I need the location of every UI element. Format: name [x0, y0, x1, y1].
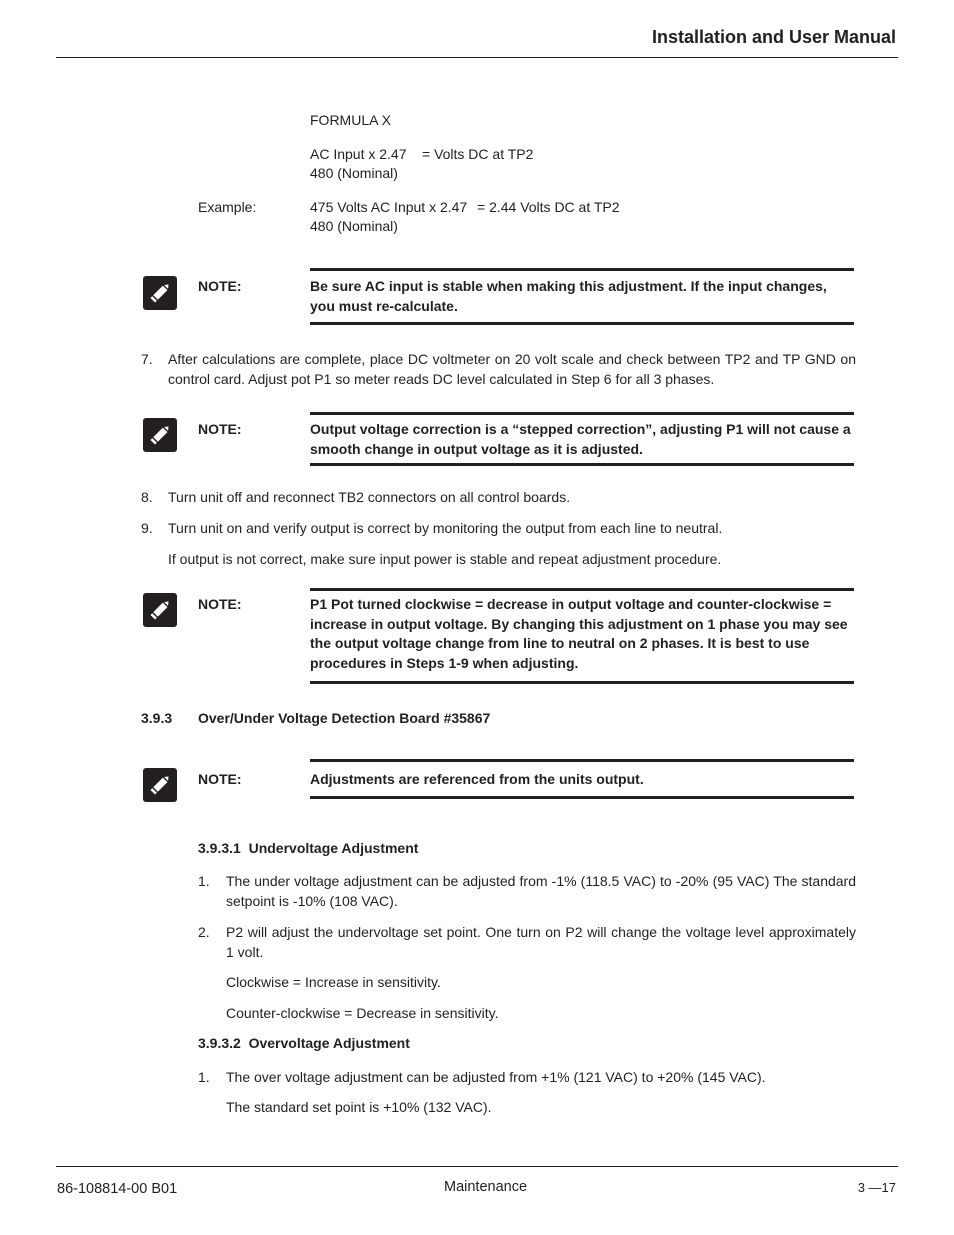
footer-section-name: Maintenance	[444, 1179, 528, 1195]
example-numerator: 475 Volts AC Input x 2.47	[310, 199, 468, 215]
note-bottom-rule	[310, 681, 854, 684]
step-number: 7.	[141, 351, 153, 367]
header-rule	[56, 57, 898, 58]
note-pencil-icon	[143, 418, 177, 452]
note-text: Be sure AC input is stable when making this adjustment. If the input changes, you must re-calculate.	[310, 278, 827, 314]
footer-rule	[56, 1166, 898, 1167]
note-top-rule	[310, 588, 854, 591]
note-pencil-icon	[143, 276, 177, 310]
formula-result: = Volts DC at TP2	[422, 146, 534, 162]
formula-denominator: 480 (Nominal)	[310, 165, 398, 181]
subsection-heading: 3.9.3.1 Undervoltage Adjustment	[198, 840, 419, 856]
step-followup-text: If output is not correct, make sure input power is stable and repeat adjustment procedure.	[168, 551, 722, 567]
formula-numerator: AC Input x 2.47	[310, 146, 407, 162]
note-top-rule	[310, 412, 854, 415]
note-bottom-rule	[310, 463, 854, 466]
clockwise-text: Clockwise = Increase in sensitivity.	[226, 974, 441, 990]
note-pencil-icon	[143, 593, 177, 627]
note-text: Output voltage correction is a “stepped correction”, adjusting P1 will not cause a smooth change in output voltage as it is adjusted.	[310, 421, 851, 457]
formula-title: FORMULA X	[310, 112, 391, 128]
example-label: Example:	[198, 199, 257, 215]
section-number: 3.9.3	[141, 710, 173, 726]
note-text: P1 Pot turned clockwise = decrease in output voltage and counter-clockwise = increase in output voltage. By changing this adjustment on 1 phase you may see the output voltage change from line to neutral on 2 phases. It is best to use procedures in Steps 1-9 when adjusting.	[310, 596, 848, 671]
note-bottom-rule	[310, 322, 854, 325]
list-number: 1.	[198, 873, 210, 889]
note-bottom-rule	[310, 796, 854, 799]
note-text: Adjustments are referenced from the units output.	[310, 771, 644, 787]
step-number: 8.	[141, 489, 153, 505]
list-number: 2.	[198, 924, 210, 940]
note-label: NOTE:	[198, 421, 242, 437]
note-pencil-icon	[143, 768, 177, 802]
step-text: Turn unit off and reconnect TB2 connectors on all control boards.	[168, 489, 571, 505]
step-number: 9.	[141, 520, 153, 536]
footer-page-number: 3 —17	[857, 1180, 896, 1195]
list-text: The under voltage adjustment can be adjusted from -1% (118.5 VAC) to -20% (95 VAC) The standard setpoint is -10% (108 VAC).	[226, 873, 856, 909]
step-text: After calculations are complete, place DC voltmeter on 20 volt scale and check between TP2 and TP GND on control card. Adjust pot P1 so meter reads DC level calculated in Step 6 for all 3 phases.	[168, 351, 856, 387]
note-label: NOTE:	[198, 278, 242, 294]
list-text: The over voltage adjustment can be adjusted from +1% (121 VAC) to +20% (145 VAC).	[226, 1069, 766, 1085]
note-label: NOTE:	[198, 596, 242, 612]
standard-setpoint-text: The standard set point is +10% (132 VAC).	[226, 1099, 492, 1115]
step-text: Turn unit on and verify output is correct by monitoring the output from each line to neutral.	[168, 520, 723, 536]
note-label: NOTE:	[198, 771, 242, 787]
counter-clockwise-text: Counter-clockwise = Decrease in sensitivity.	[226, 1005, 499, 1021]
note-top-rule	[310, 268, 854, 271]
footer-doc-number: 86-108814-00 B01	[57, 1181, 178, 1197]
section-title: Over/Under Voltage Detection Board #35867	[198, 710, 491, 726]
example-denominator: 480 (Nominal)	[310, 218, 398, 234]
page-header-title: Installation and User Manual	[651, 27, 896, 47]
note-top-rule	[310, 759, 854, 762]
list-text: P2 will adjust the undervoltage set point. One turn on P2 will change the voltage level approximately 1 volt.	[226, 924, 856, 960]
subsection-heading: 3.9.3.2 Overvoltage Adjustment	[198, 1035, 410, 1051]
example-result: = 2.44 Volts DC at TP2	[477, 199, 620, 215]
list-number: 1.	[198, 1069, 210, 1085]
